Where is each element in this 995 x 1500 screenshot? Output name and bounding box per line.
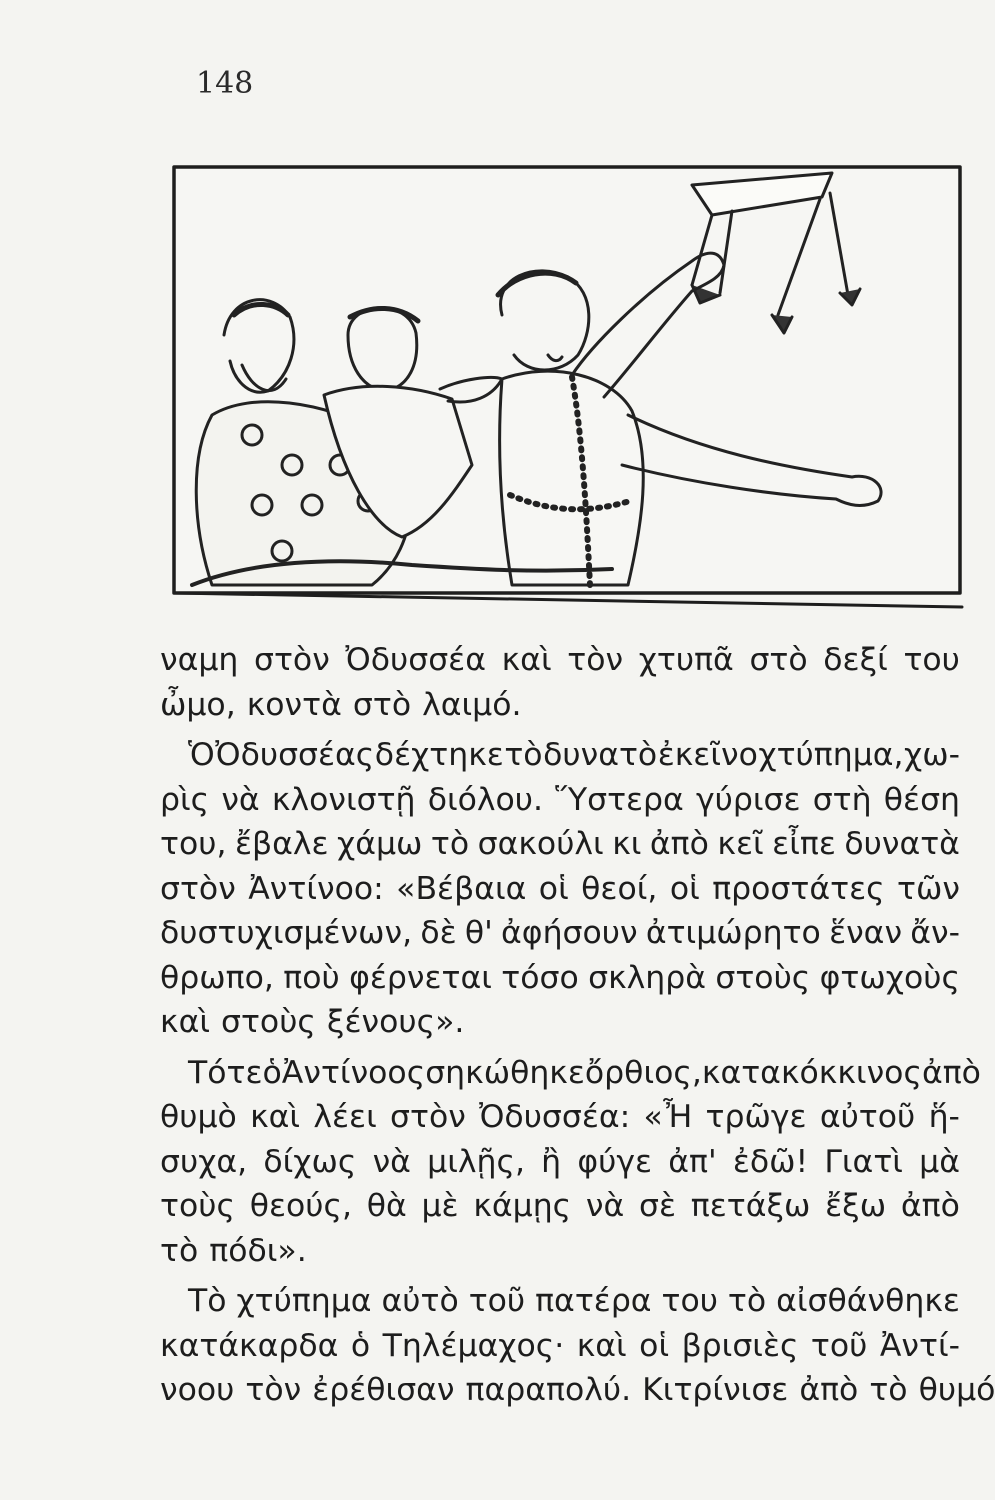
text-line: θρωπο, ποὺ φέρνεται τόσο σκληρὰ στοὺς φτωχοὺς bbox=[160, 959, 960, 996]
text-line: ναμη στὸν Ὀδυσσέα καὶ τὸν χτυπᾶ στὸ δεξί του bbox=[160, 642, 960, 678]
illustration-antinoos-throwing-stool-icon bbox=[172, 165, 962, 608]
text-line: ὦμο, κοντὰ στὸ λαιμό. bbox=[160, 686, 522, 723]
text-line: Τότε ὁ Ἀντίνοος σηκώθηκε ὄρθιος, κατακόκκινος ἀπὸ bbox=[188, 1054, 981, 1091]
text-line: Ὁ Ὀδυσσέας δέχτηκε τὸ δυνατὸ ἐκεῖνο χτύπημα, χω- bbox=[188, 737, 960, 773]
text-line: ρὶς νὰ κλονιστῇ διόλου. Ὕστερα γύρισε στὴ θέση bbox=[160, 781, 960, 818]
text-line: καὶ στοὺς ξένους». bbox=[160, 1004, 465, 1040]
text-line: θυμὸ καὶ λέει στὸν Ὀδυσσέα: «Ἦ τρῶγε αὐτοῦ ἥ- bbox=[160, 1099, 960, 1135]
text-line: του, ἔβαλε χάμω τὸ σακούλι κι ἀπὸ κεῖ εἶπε δυνατὰ bbox=[160, 826, 960, 862]
text-line: τοὺς θεούς, θὰ μὲ κάμῃς νὰ σὲ πετάξω ἔξω ἀπὸ bbox=[160, 1188, 960, 1224]
text-block bbox=[160, 638, 995, 1413]
paragraph bbox=[160, 1279, 995, 1413]
text-line: νοου τὸν ἐρέθισαν παραπολύ. Κιτρίνισε ἀπὸ τὸ θυμό bbox=[160, 1372, 995, 1408]
paragraph bbox=[160, 1051, 981, 1274]
paragraph bbox=[160, 638, 960, 727]
text-line: στὸν Ἀντίνοο: «Βέβαια οἱ θεοί, οἱ προστάτες τῶν bbox=[160, 870, 960, 907]
text-line: Τὸ χτύπημα αὐτὸ τοῦ πατέρα του τὸ αἰσθάνθηκε bbox=[188, 1283, 960, 1319]
page-number: 148 bbox=[196, 66, 254, 101]
illustration bbox=[172, 165, 962, 608]
text-line: τὸ πόδι». bbox=[160, 1232, 307, 1269]
text-line: συχα, δίχως νὰ μιλῇς, ἢ φύγε ἀπ' ἐδῶ! Γιατὶ μὰ bbox=[160, 1143, 960, 1180]
paragraph bbox=[160, 733, 960, 1045]
text-line: κατάκαρδα ὁ Τηλέμαχος· καὶ οἱ βρισιὲς τοῦ Ἀντί- bbox=[160, 1327, 960, 1364]
text-line: δυστυχισμένων, δὲ θ' ἀφήσουν ἀτιμώρητο ἕναν ἄν- bbox=[160, 915, 960, 951]
